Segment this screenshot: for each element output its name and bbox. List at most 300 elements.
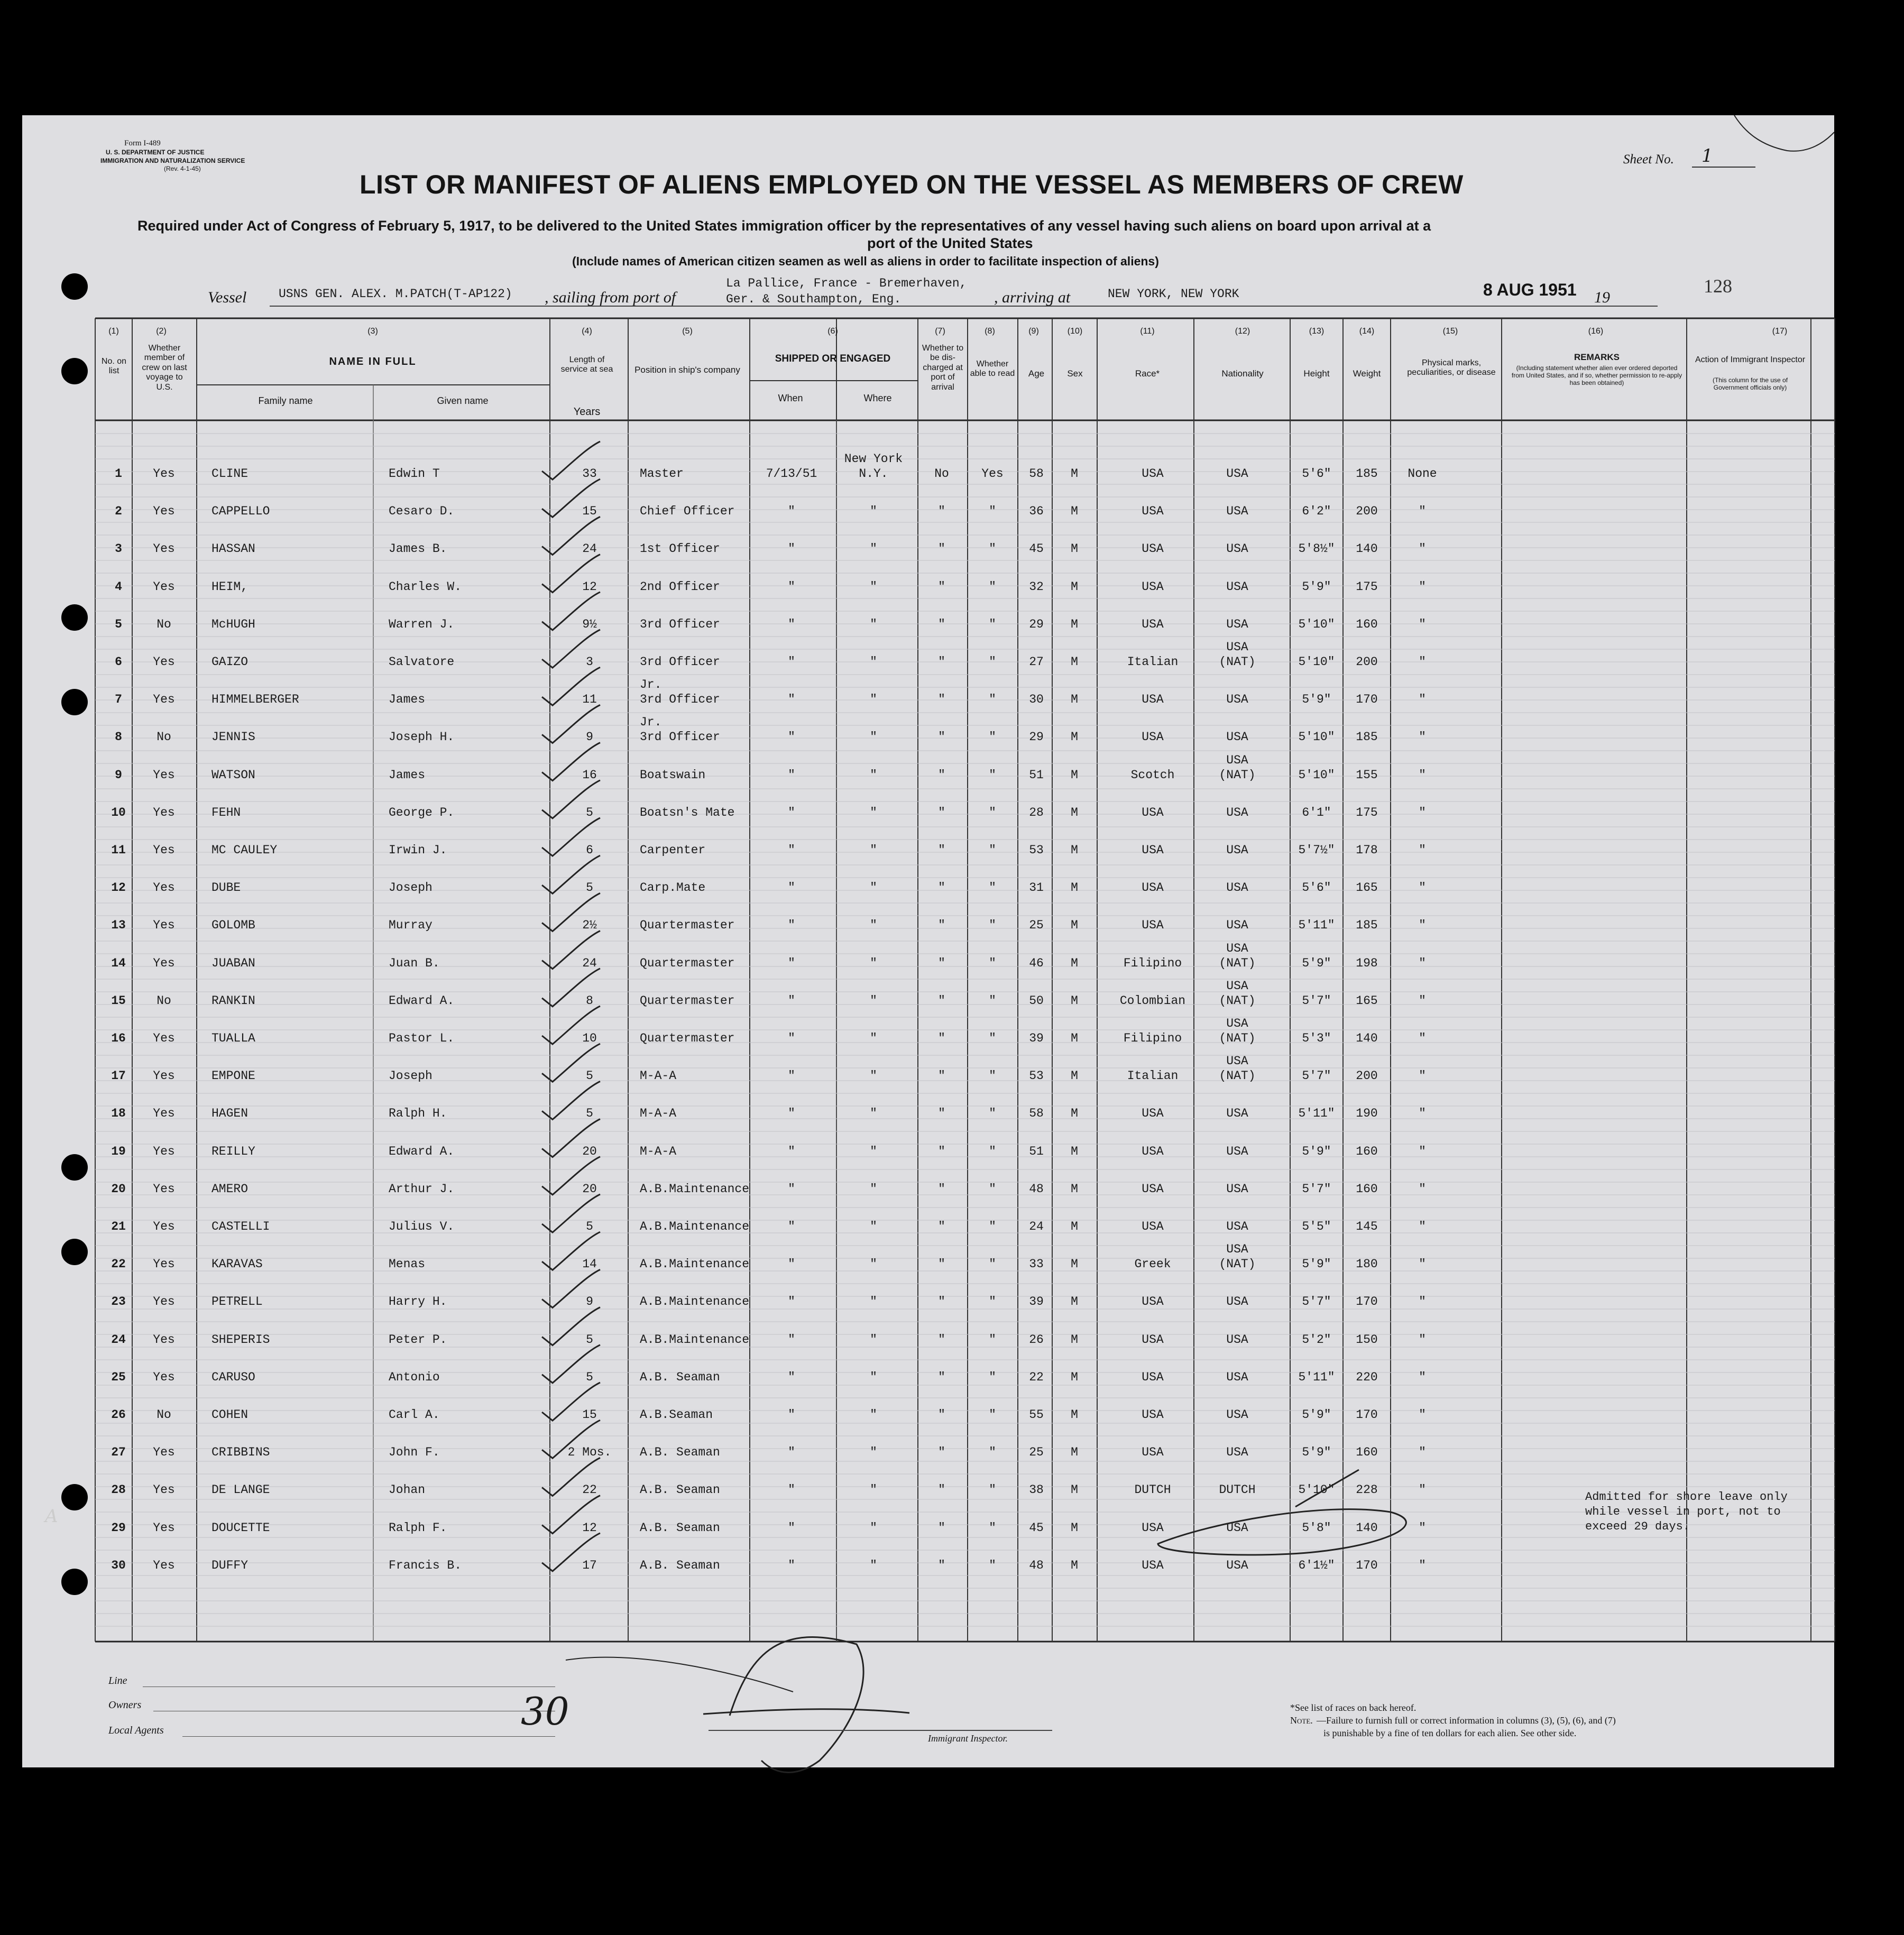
check-mark (542, 1232, 600, 1270)
cell-nationality: (NAT) (1219, 1257, 1256, 1271)
cell-when: " (788, 1144, 795, 1158)
cell-position: Carp.Mate (640, 881, 706, 895)
cell-age: 48 (1029, 1558, 1044, 1572)
cell-member: Yes (153, 881, 175, 895)
cell-discharged: " (938, 1107, 945, 1121)
cell-height: 5'9" (1302, 1144, 1331, 1158)
cell-no: 20 (111, 1182, 126, 1196)
cell-read: " (989, 1220, 996, 1233)
cell-position: A.B.Seaman (640, 1408, 713, 1422)
cell-discharged: " (938, 881, 945, 895)
cell-marks: " (1419, 768, 1426, 782)
cell-race: USA (1142, 1370, 1164, 1384)
cell-member: Yes (153, 1370, 175, 1384)
cell-race: Filipino (1123, 956, 1182, 970)
cell-marks: " (1419, 579, 1426, 594)
cell-marks: " (1419, 1257, 1426, 1271)
cell-read: " (989, 1370, 996, 1384)
cell-sex: M (1071, 504, 1078, 519)
cell-given: Warren J. (389, 617, 455, 631)
cell-given: Ralph H. (389, 1107, 447, 1121)
cell-family: CAPPELLO (211, 504, 270, 519)
cell-race: USA (1142, 1107, 1164, 1121)
cell-given: George P. (389, 805, 455, 819)
cell-age: 45 (1029, 1521, 1044, 1535)
cell-race: Scotch (1130, 768, 1175, 782)
cell-marks: " (1419, 1031, 1426, 1045)
cell-where: " (870, 1445, 877, 1460)
cell-when: " (788, 1483, 795, 1497)
cell-discharged: " (938, 1332, 945, 1347)
cell-member: No (157, 730, 171, 744)
cell-when: " (788, 1370, 795, 1384)
cell-discharged: " (938, 1182, 945, 1196)
cell-no: 3 (115, 542, 122, 556)
cell-sex: M (1071, 542, 1078, 556)
cell-read: " (989, 1069, 996, 1083)
cell-discharged: " (938, 1220, 945, 1233)
cell-nationality: USA (1226, 843, 1248, 857)
cell-race: USA (1142, 504, 1164, 519)
cell-race: Colombian (1119, 993, 1186, 1008)
check-mark (542, 1119, 600, 1157)
cell-member: No (157, 993, 171, 1008)
col-num-9: (9) (1028, 327, 1039, 336)
cell-height: 5'7" (1302, 1069, 1331, 1083)
cell-given: Johan (389, 1483, 426, 1497)
cell-weight: 185 (1356, 730, 1378, 744)
footer-agents-label: Local Agents (108, 1725, 164, 1736)
cell-age: 31 (1029, 881, 1044, 895)
cell-age: 36 (1029, 504, 1044, 519)
note-text-line2: is punishable by a fine of ten dollars for each alien. See other side. (1323, 1728, 1577, 1738)
cell-family: DE LANGE (211, 1483, 270, 1497)
cell-no: 4 (115, 579, 122, 594)
cell-height: 5'6" (1302, 881, 1331, 895)
cell-years: 20 (582, 1144, 597, 1158)
cell-weight: 190 (1356, 1107, 1378, 1121)
cell-given: Cesaro D. (389, 504, 455, 519)
cell-weight: 170 (1356, 1295, 1378, 1309)
cell-position: A.B. Seaman (640, 1483, 720, 1497)
cell-years: 5 (586, 881, 593, 895)
cell-height: 5'7" (1302, 993, 1331, 1008)
cell-given: Francis B. (389, 1558, 462, 1572)
cell-weight: 150 (1356, 1332, 1378, 1347)
cell-given: Murray (389, 918, 433, 933)
check-mark (542, 931, 600, 969)
header-race: Race* (1135, 368, 1160, 379)
col-num-16: (16) (1588, 327, 1604, 336)
cell-when: " (788, 1257, 795, 1271)
cell-marks: " (1419, 1220, 1426, 1233)
cell-where: " (870, 730, 877, 744)
cell-discharged: " (938, 655, 945, 669)
cell-age: 51 (1029, 768, 1044, 782)
cell-race: USA (1142, 1295, 1164, 1309)
cell-no: 7 (115, 693, 122, 707)
cell-no: 21 (111, 1220, 126, 1233)
cell-member: Yes (153, 1144, 175, 1158)
cell-weight: 185 (1356, 467, 1378, 481)
check-mark (542, 1269, 600, 1307)
cell-marks: " (1419, 1107, 1426, 1121)
cell-family: KARAVAS (211, 1257, 263, 1271)
cell-age: 30 (1029, 693, 1044, 707)
header-length-service: Length of service at sea (560, 355, 613, 374)
cell-member: Yes (153, 1558, 175, 1572)
cell-read: " (989, 1408, 996, 1422)
cell-years: 33 (582, 467, 597, 481)
sheet-label: Sheet No. (1623, 152, 1674, 167)
check-mark (542, 1006, 600, 1044)
cell-race: USA (1142, 1521, 1164, 1535)
cell-nationality: USA (1226, 1521, 1248, 1535)
cell-nationality: USA (1226, 1445, 1248, 1460)
cell-position: A.B.Maintenance (640, 1220, 750, 1233)
signature-flourish (566, 1657, 793, 1692)
cell-where: " (870, 805, 877, 819)
cell-family: WATSON (211, 768, 255, 782)
check-mark (542, 1345, 600, 1383)
cell-nationality: DUTCH (1219, 1483, 1256, 1497)
cell-years: 8 (586, 993, 593, 1008)
cell-weight: 155 (1356, 768, 1378, 782)
cell-height: 5'6" (1302, 467, 1331, 481)
cell-family: GAIZO (211, 655, 249, 669)
note-label: Note. (1290, 1715, 1313, 1726)
cell-weight: 200 (1356, 1069, 1378, 1083)
cell-race: USA (1142, 918, 1164, 933)
cell-read: " (989, 730, 996, 744)
cell-weight: 165 (1356, 881, 1378, 895)
agency-line2: IMMIGRATION AND NATURALIZATION SERVICE (100, 157, 245, 164)
cell-age: 58 (1029, 467, 1044, 481)
cell-read: " (989, 1558, 996, 1572)
cell-where: " (870, 956, 877, 970)
cell-read: " (989, 1332, 996, 1347)
cell-family: JUABAN (211, 956, 255, 970)
cell-sex: M (1071, 1144, 1078, 1158)
cell-discharged: No (934, 467, 949, 481)
cell-when: " (788, 881, 795, 895)
cell-weight: 175 (1356, 579, 1378, 594)
col-num-1: (1) (108, 327, 119, 336)
header-weight: Weight (1353, 368, 1381, 379)
cell-read: " (989, 693, 996, 707)
sailing-value-line1: La Pallice, France - Bremerhaven, (726, 277, 967, 290)
check-mark (542, 517, 600, 555)
cell-position: A.B. Seaman (640, 1445, 720, 1460)
cell-family: HEIM, (211, 579, 249, 594)
cell-sex: M (1071, 1332, 1078, 1347)
cell-race: USA (1142, 805, 1164, 819)
cell-when: " (788, 504, 795, 519)
header-action: Action of Immigrant Inspector (1695, 355, 1806, 364)
cell-race: USA (1142, 579, 1164, 594)
cell-height: 5'5" (1302, 1220, 1331, 1233)
cell-marks: " (1419, 1558, 1426, 1572)
cell-age: 45 (1029, 542, 1044, 556)
cell-race: USA (1142, 1408, 1164, 1422)
cell-marks: " (1419, 655, 1426, 669)
cell-race: USA (1142, 542, 1164, 556)
cell-where: " (870, 542, 877, 556)
cell-given: Edwin T (389, 467, 440, 481)
cell-no: 14 (111, 956, 126, 970)
cell-years: 10 (582, 1031, 597, 1045)
vessel-label: Vessel (208, 289, 247, 306)
cell-nationality: USA (1226, 918, 1248, 933)
cell-position: Boatswain (640, 768, 706, 782)
cell-when: " (788, 1332, 795, 1347)
cell-height: 5'7" (1302, 1295, 1331, 1309)
cell-nationality: (NAT) (1219, 956, 1256, 970)
cell-marks: " (1419, 843, 1426, 857)
check-mark (542, 1458, 600, 1496)
cell-nationality: USA (1226, 979, 1248, 993)
check-mark (542, 969, 600, 1007)
cell-marks: " (1419, 1521, 1426, 1535)
cell-read: " (989, 1257, 996, 1271)
cell-years: 24 (582, 956, 597, 970)
cell-nationality: USA (1226, 1182, 1248, 1196)
cell-weight: 178 (1356, 843, 1378, 857)
footer-owners-label: Owners (108, 1699, 142, 1711)
cell-sex: M (1071, 693, 1078, 707)
cell-marks: " (1419, 542, 1426, 556)
cell-read: " (989, 1182, 996, 1196)
check-mark (542, 1420, 600, 1458)
cell-position: 3rd Officer (640, 693, 720, 707)
cell-race: USA (1142, 693, 1164, 707)
cell-nationality: (NAT) (1219, 993, 1256, 1008)
cell-when: " (788, 1295, 795, 1309)
check-mark (542, 1383, 600, 1421)
check-mark (542, 1496, 600, 1534)
cell-height: 5'10" (1298, 617, 1335, 631)
check-mark (542, 479, 600, 517)
cell-where: " (870, 1257, 877, 1271)
cell-years: 12 (582, 579, 597, 594)
cell-read: " (989, 655, 996, 669)
cell-discharged: " (938, 1370, 945, 1384)
cell-read: " (989, 843, 996, 857)
cell-height: 5'8½" (1298, 542, 1335, 556)
header-when: When (778, 393, 803, 403)
cell-years: 24 (582, 542, 597, 556)
cell-read: " (989, 579, 996, 594)
cell-race: USA (1142, 843, 1164, 857)
header-name-in-full: NAME IN FULL (329, 356, 417, 367)
cell-height: 5'10" (1298, 768, 1335, 782)
cell-sex: M (1071, 881, 1078, 895)
cell-age: 25 (1029, 918, 1044, 933)
cell-sex: M (1071, 1408, 1078, 1422)
cell-marks: " (1419, 1445, 1426, 1460)
cell-weight: 200 (1356, 655, 1378, 669)
cell-sex: M (1071, 1107, 1078, 1121)
cell-weight: 160 (1356, 1144, 1378, 1158)
cell-family: CLINE (211, 467, 249, 481)
cell-discharged: " (938, 1257, 945, 1271)
cell-nationality: USA (1226, 1408, 1248, 1422)
footer-line-label: Line (108, 1675, 127, 1687)
cell-weight: 165 (1356, 993, 1378, 1008)
cell-years: 2½ (582, 918, 597, 933)
margin-mark: A (45, 1506, 58, 1527)
cell-height: 5'10" (1298, 655, 1335, 669)
arriving-value: NEW YORK, NEW YORK (1108, 287, 1239, 301)
cell-marks: " (1419, 1408, 1426, 1422)
cell-marks: None (1408, 467, 1437, 481)
cell-years: 14 (582, 1257, 597, 1271)
cell-discharged: " (938, 956, 945, 970)
cell-member: No (157, 617, 171, 631)
cell-years: 9 (586, 730, 593, 744)
cell-where: " (870, 1182, 877, 1196)
col-num-15: (15) (1442, 327, 1458, 336)
cell-years: 11 (582, 693, 597, 707)
cell-age: 38 (1029, 1483, 1044, 1497)
cell-sex: M (1071, 956, 1078, 970)
cell-given: John F. (389, 1445, 440, 1460)
cell-nationality: USA (1226, 504, 1248, 519)
check-mark (542, 630, 600, 668)
date-stamp: 8 AUG 1951 (1483, 280, 1577, 299)
cell-years: 5 (586, 1069, 593, 1083)
col-num-17: (17) (1772, 327, 1788, 336)
cell-no: 17 (111, 1069, 126, 1083)
cell-when: " (788, 655, 795, 669)
cell-member: Yes (153, 843, 175, 857)
cell-years: 5 (586, 1107, 593, 1121)
cell-height: 6'2" (1302, 504, 1331, 519)
check-mark (542, 1081, 600, 1119)
cell-age: 32 (1029, 579, 1044, 594)
cell-position: A.B. Seaman (640, 1558, 720, 1572)
header-remarks-note: (Including statement whether alien ever ordered deported from United States, and if so, whether permission to re-apply has been obtained) (1511, 364, 1682, 386)
cell-age: 53 (1029, 1069, 1044, 1083)
cell-read: " (989, 918, 996, 933)
cell-read: " (989, 993, 996, 1008)
cell-no: 9 (115, 768, 122, 782)
check-mark (542, 1157, 600, 1195)
cell-member: Yes (153, 1521, 175, 1535)
sheet-number: 1 (1701, 145, 1713, 167)
cell-position: A.B.Maintenance (640, 1257, 750, 1271)
cell-sex: M (1071, 918, 1078, 933)
check-mark (542, 1044, 600, 1082)
cell-age: 29 (1029, 617, 1044, 631)
col-num-4: (4) (582, 327, 592, 336)
cell-height: 5'9" (1302, 956, 1331, 970)
cell-given: Pastor L. (389, 1031, 455, 1045)
cell-years: 2 Mos. (567, 1445, 612, 1460)
cell-race: Italian (1127, 655, 1179, 669)
cell-nationality: USA (1226, 1107, 1248, 1121)
cell-years: 9 (586, 1295, 593, 1309)
cell-years: 3 (586, 655, 593, 669)
cell-no: 29 (111, 1521, 126, 1535)
cell-age: 22 (1029, 1370, 1044, 1384)
cell-sex: M (1071, 1295, 1078, 1309)
check-mark (542, 1533, 600, 1571)
cell-position: Boatsn's Mate (640, 805, 735, 819)
cell-given: Menas (389, 1257, 426, 1271)
cell-when: " (788, 1182, 795, 1196)
cell-sex: M (1071, 1182, 1078, 1196)
cell-weight: 160 (1356, 1182, 1378, 1196)
cell-weight: 145 (1356, 1220, 1378, 1233)
cell-nationality: USA (1226, 1242, 1248, 1257)
cell-race: USA (1142, 1558, 1164, 1572)
cell-marks: " (1419, 805, 1426, 819)
cell-race: USA (1142, 1182, 1164, 1196)
cell-age: 46 (1029, 956, 1044, 970)
cell-no: 5 (115, 617, 122, 631)
cell-where: " (870, 1031, 877, 1045)
col-num-12: (12) (1235, 327, 1250, 336)
cell-sex: M (1071, 1220, 1078, 1233)
cell-where: " (870, 768, 877, 782)
cell-height: 5'2" (1302, 1332, 1331, 1347)
cell-when: " (788, 993, 795, 1008)
cell-given: Salvatore (389, 655, 455, 669)
cell-no: 6 (115, 655, 122, 669)
cell-member: Yes (153, 805, 175, 819)
cell-nationality: USA (1226, 941, 1248, 955)
cell-member: No (157, 1408, 171, 1422)
header-physical: Physical marks, peculiarities, or disease (1407, 358, 1496, 377)
cell-weight: 160 (1356, 617, 1378, 631)
cell-marks: " (1419, 993, 1426, 1008)
cell-sex: M (1071, 1483, 1078, 1497)
header-age: Age (1028, 368, 1045, 379)
cell-height: 5'9" (1302, 1408, 1331, 1422)
cell-position: 2nd Officer (640, 579, 720, 594)
cell-when: " (788, 579, 795, 594)
cell-sex: M (1071, 1445, 1078, 1460)
cell-where: " (870, 504, 877, 519)
header-no-on-list: No. on list (101, 357, 127, 376)
cell-given: Edward A. (389, 993, 455, 1008)
col-num-11: (11) (1140, 327, 1155, 336)
header-years: Years (573, 406, 601, 418)
check-mark (542, 855, 600, 893)
cell-race: USA (1142, 1144, 1164, 1158)
cell-height: 5'9" (1302, 1445, 1331, 1460)
cell-family: JENNIS (211, 730, 255, 744)
cell-years: 12 (582, 1521, 597, 1535)
cell-weight: 140 (1356, 542, 1378, 556)
cell-discharged: " (938, 1558, 945, 1572)
cell-race: USA (1142, 467, 1164, 481)
cell-read: " (989, 881, 996, 895)
cell-no: 18 (111, 1107, 126, 1121)
cell-member: Yes (153, 542, 175, 556)
cell-family: MC CAULEY (211, 843, 278, 857)
header-where: Where (863, 393, 892, 403)
cell-when: 7/13/51 (766, 467, 817, 481)
cell-member: Yes (153, 918, 175, 933)
cell-discharged: " (938, 1069, 945, 1083)
cell-position: A.B. Seaman (640, 1521, 720, 1535)
cell-where: " (870, 1144, 877, 1158)
cell-nationality: USA (1226, 693, 1248, 707)
cell-race: USA (1142, 617, 1164, 631)
cell-member: Yes (153, 655, 175, 669)
